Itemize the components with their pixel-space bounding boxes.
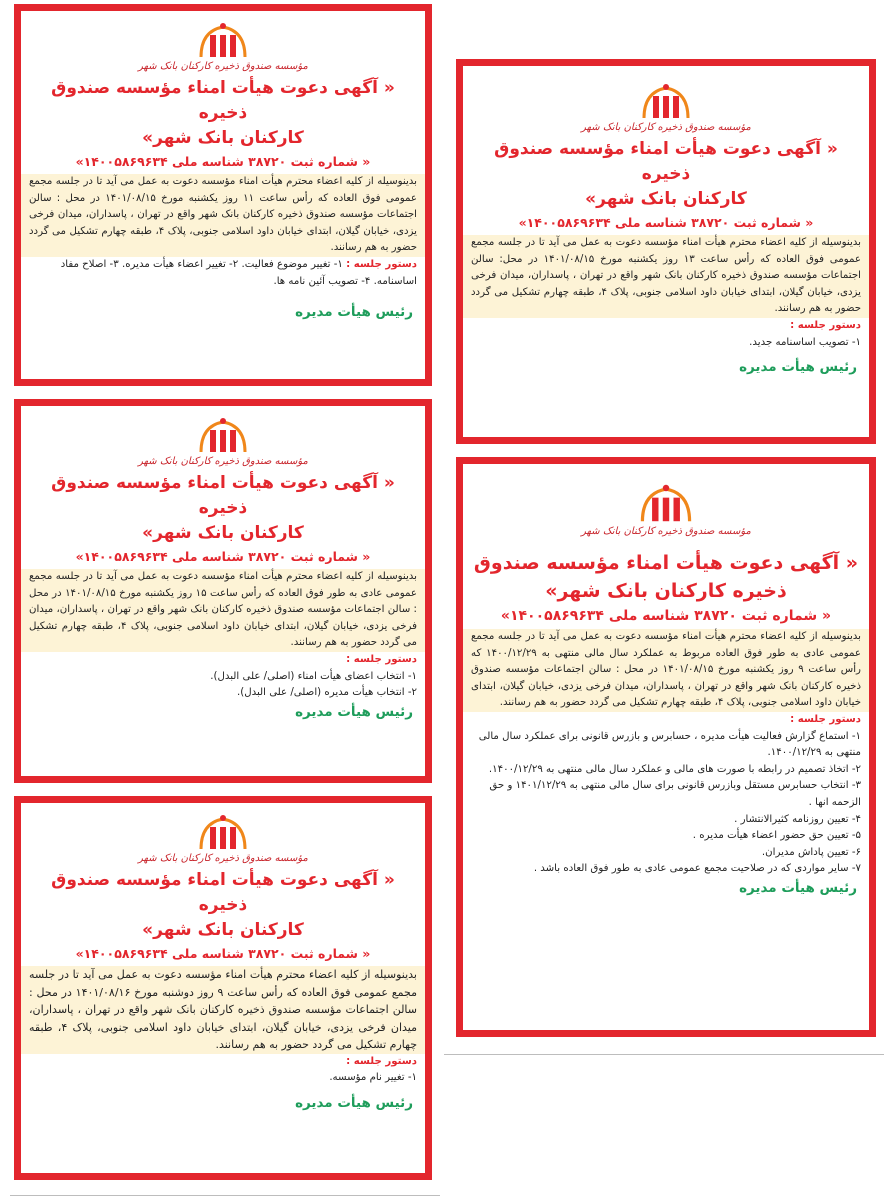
registration-line: « شماره ثبت ۳۸۷۲۰ شناسه ملی ۱۴۰۰۵۸۶۹۶۳۴»: [75, 946, 371, 961]
signature: رئیس هیأت مدیره: [295, 1094, 413, 1111]
brand-caption: مؤسسه صندوق ذخیره کارکنان بانک شهر: [138, 456, 308, 467]
bank-shahr-logo: [195, 412, 251, 458]
agenda: [21, 1054, 425, 1087]
agenda-item: ۲- اتخاذ تصمیم در رابطه با صورت های مالی و عملکرد سال مالی منتهی به ۱۴۰۰/۱۲/۲۹.: [488, 763, 861, 775]
bank-shahr-logo: [195, 17, 251, 63]
ad-4: [456, 457, 876, 1037]
ad-3: [14, 399, 432, 783]
registration-line: « شماره ثبت ۳۸۷۲۰ شناسه ملی ۱۴۰۰۵۸۶۹۶۳۴»: [518, 215, 814, 230]
notice-body: بدینوسیله از کلیه اعضاء محترم هیأت امناء مؤسسه دعوت به عمل می آید تا در جلسه مجمع عمومی فوق العاده که رأس ساعت ۹ روز دوشنبه مورخ ۱۴۰۱/۰۸/۱۶ در محل : سالن اجتماعات مؤسسه صندوق ذخیره کارکنان بانک شهر واقع در تهران ، پاسداران، میدان فرخی یزدی، خیابان گیلان، ابتدای خیابان داود اسلامی جنوبی، پلاک ۴، طبقه چهارم تشکیل می گردد حضور به هم رسانند.: [21, 966, 425, 1054]
bank-shahr-logo: [636, 478, 696, 528]
agenda-title: دستور جلسه :: [346, 653, 417, 665]
ad-5: [14, 796, 432, 1180]
signature: رئیس هیأت مدیره: [295, 304, 413, 321]
signature: رئیس هیأت مدیره: [739, 359, 857, 376]
agenda: [21, 257, 425, 290]
brand-caption: مؤسسه صندوق ذخیره کارکنان بانک شهر: [138, 853, 308, 864]
notice-title: « آگهی دعوت هیأت امناء مؤسسه صندوق ذخیره کارکنان بانک شهر»: [51, 870, 395, 940]
agenda-item: ۴- تعیین روزنامه کثیرالانتشار .: [734, 813, 861, 825]
agenda-item: ۲- انتخاب هیأت مدیره (اصلی/ علی البدل).: [236, 687, 417, 699]
notice-body: بدینوسیله از کلیه اعضاء محترم هیأت امناء مؤسسه دعوت به عمل می آید تا در جلسه مجمع عمومی عادی به طور فوق العاده مربوط به عملکرد سال مالی منتهی به ۱۴۰۰/۱۲/۲۹ که رأس ساعت ۹ روز یکشنبه مورخ ۱۴۰۱/۰۸/۱۵ در محل : سالن اجتماعات مؤسسه صندوق ذخیره کارکنان بانک شهر واقع در تهران ، پاسداران، میدان فرخی یزدی، خیابان گیلان، ابتدای خیابان داود اسلامی جنوبی، پلاک ۴، طبقه چهارم تشکیل می گردد حضور به هم رسانند.: [463, 629, 869, 712]
notice-title: « آگهی دعوت هیأت امناء مؤسسه صندوق ذخیره کارکنان بانک شهر»: [473, 552, 859, 602]
agenda-item: ۷- سایر مواردی که در صلاحیت مجمع عمومی عادی به طور فوق العاده باشد .: [533, 863, 861, 875]
bank-shahr-logo: [195, 809, 251, 855]
notice-title: « آگهی دعوت هیأت امناء مؤسسه صندوق ذخیره کارکنان بانک شهر»: [51, 78, 395, 148]
divider-line: [444, 1054, 884, 1055]
bank-shahr-logo: [638, 78, 694, 124]
brand-caption: مؤسسه صندوق ذخیره کارکنان بانک شهر: [581, 526, 751, 537]
notice-body: بدینوسیله از کلیه اعضاء محترم هیأت امناء مؤسسه دعوت به عمل می آید تا در جلسه مجمع عمومی فوق العاده که رأس ساعت ۱۳ روز یکشنبه مورخ ۱۴۰۱/۰۸/۱۵ در محل: سالن اجتماعات مؤسسه صندوق ذخیره کارکنان بانک شهر واقع در تهران ، پاسداران، میدان فرخی یزدی، خیابان گیلان، ابتدای خیابان داود اسلامی جنوبی، پلاک ۴، طبقه چهارم تشکیل می گردد حضور به هم رسانند.: [463, 235, 869, 318]
notice-body: بدینوسیله از کلیه اعضاء محترم هیأت امناء مؤسسه دعوت به عمل می آید تا در جلسه مجمع عمومی عادی به طور فوق العاده که رأس ساعت ۱۵ روز یکشنبه مورخ ۱۴۰۱/۰۸/۱۵ در محل : سالن اجتماعات مؤسسه صندوق ذخیره کارکنان بانک شهر واقع در تهران ، پاسداران، میدان فرخی یزدی، خیابان گیلان، ابتدای خیابان داود اسلامی جنوبی، پلاک ۴، طبقه چهارم تشکیل می گردد حضور به هم رسانند.: [21, 569, 425, 652]
registration-line: « شماره ثبت ۳۸۷۲۰ شناسه ملی ۱۴۰۰۵۸۶۹۶۳۴»: [500, 608, 832, 624]
agenda-title: دستور جلسه :: [346, 1055, 417, 1067]
notice-body: بدینوسیله از کلیه اعضاء محترم هیأت امناء مؤسسه دعوت به عمل می آید تا در جلسه مجمع عمومی فوق العاده که رأس ساعت ۱۱ روز یکشنبه مورخ ۱۴۰۱/۰۸/۱۵ در محل : سالن اجتماعات مؤسسه صندوق ذخیره کارکنان بانک شهر واقع در تهران ، پاسداران، میدان فرخی یزدی، خیابان گیلان، ابتدای خیابان داود اسلامی جنوبی، پلاک ۴، طبقه چهارم تشکیل می گردد حضور به هم رسانند.: [21, 174, 425, 257]
agenda-items: ۱- تغییر موضوع فعالیت. ۲- تغییر اعضاء هیأت مدیره. ۳- اصلاح مفاد اساسنامه. ۴- تصویب آئین نامه ها.: [60, 258, 417, 287]
registration-line: « شماره ثبت ۳۸۷۲۰ شناسه ملی ۱۴۰۰۵۸۶۹۶۳۴»: [75, 154, 371, 169]
divider-line: [10, 1195, 440, 1196]
agenda: [463, 712, 869, 878]
agenda-item: ۱- تصویب اساسنامه جدید.: [749, 336, 861, 348]
signature: رئیس هیأت مدیره: [295, 703, 413, 720]
agenda-item: ۱- استماع گزارش فعالیت هیأت مدیره ، حسابرس و بازرس قانونی برای عملکرد سال مالی منتهی به ۱۴۰۰/۱۲/۲۹.: [478, 730, 861, 759]
registration-line: « شماره ثبت ۳۸۷۲۰ شناسه ملی ۱۴۰۰۵۸۶۹۶۳۴»: [75, 549, 371, 564]
agenda-title: دستور جلسه :: [790, 713, 861, 725]
brand-caption: مؤسسه صندوق ذخیره کارکنان بانک شهر: [581, 122, 751, 133]
agenda-item: ۳- انتخاب حسابرس مستقل وبازرس قانونی برای سال مالی منتهی به ۱۴۰۱/۱۲/۲۹ و حق الزحمه انها .: [489, 780, 861, 808]
signature: رئیس هیأت مدیره: [739, 879, 857, 896]
agenda-item: ۵- تعیین حق حضور اعضاء هیأت مدیره .: [692, 830, 861, 842]
agenda: [21, 652, 425, 702]
agenda-item: ۶- تعیین پاداش مدیران.: [761, 846, 861, 858]
agenda-title: دستور جلسه :: [790, 319, 861, 331]
brand-caption: مؤسسه صندوق ذخیره کارکنان بانک شهر: [138, 61, 308, 72]
notice-title: « آگهی دعوت هیأت امناء مؤسسه صندوق ذخیره کارکنان بانک شهر»: [51, 473, 395, 543]
ad-1: [14, 4, 432, 386]
agenda-title: دستور جلسه :: [346, 258, 417, 270]
agenda-item: ۱- انتخاب اعضای هیأت امناء (اصلی/ علی البدل).: [210, 670, 417, 682]
notice-title: « آگهی دعوت هیأت امناء مؤسسه صندوق ذخیره کارکنان بانک شهر»: [494, 139, 838, 209]
ad-2: [456, 59, 876, 444]
agenda-item: ۱- تغییر نام مؤسسه.: [329, 1072, 417, 1084]
agenda: [463, 318, 869, 351]
